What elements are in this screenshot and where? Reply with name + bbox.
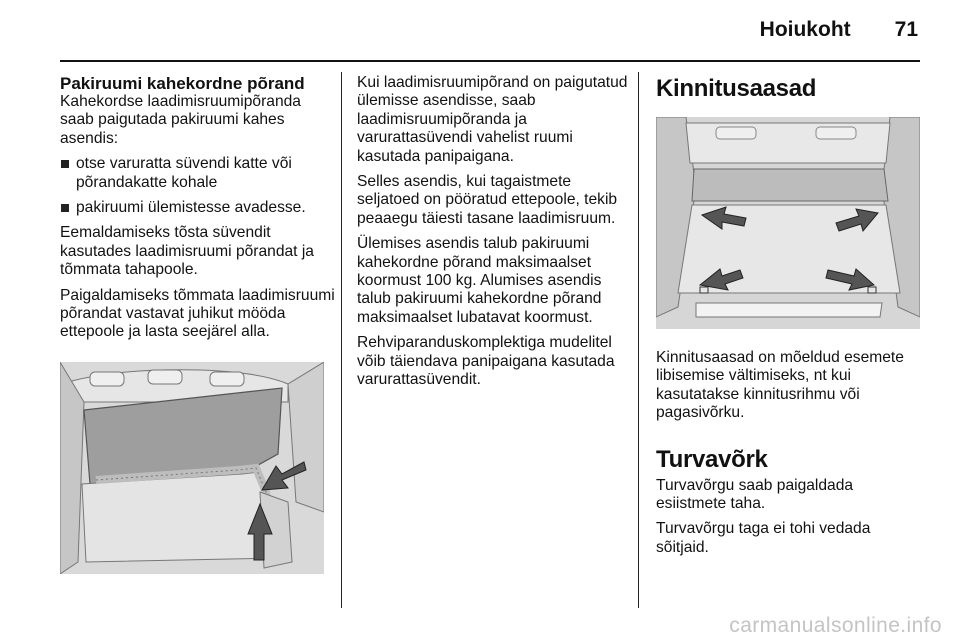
bullet-square-icon <box>61 160 69 168</box>
column-2 <box>357 74 635 397</box>
page-number: 71 <box>894 18 918 41</box>
section-heading-safety-net: Turvavõrk <box>656 445 768 473</box>
installation-paragraph: Paigaldamiseks tõmmata laadimisruumi põrandat vastavat juhikut mööda ettepoole ja lasta seejärel alla. <box>60 286 335 341</box>
list-item <box>60 155 335 192</box>
list-item-text: otse varuratta süvendi katte või põrandakatte kohale <box>76 155 292 191</box>
safety-net-paragraph-2: Turvavõrgu taga ei tohi vedada sõitjaid. <box>656 520 871 556</box>
section-heading-lashing-eyes: Kinnitusaasad <box>656 75 817 102</box>
column-3 <box>656 74 926 564</box>
paragraph: Kui laadimisruumipõrand on paigutatud ülemisse asendisse, saab laadimisruumipõranda ja varurattasüvendi vahelist ruumi kasutada panipaigana. <box>357 74 628 165</box>
safety-net-paragraph-1: Turvavõrgu saab paigaldada esiistmete taha. <box>656 476 854 513</box>
list-item <box>60 199 335 217</box>
trunk-floor-illustration <box>60 362 324 574</box>
page-header <box>760 18 918 42</box>
bullet-list <box>60 155 335 217</box>
lashing-eyes-paragraph: Kinnitusaasad on mõeldud esemete libisemise vältimiseks, nt kui kasutatakse kinnitusrihmu või pagasivõrku. <box>656 349 904 422</box>
column-divider-2 <box>638 72 639 608</box>
intro-text: Kahekordse laadimisruumipõranda saab paigutada pakiruumi kahes asendis: <box>60 93 301 147</box>
section-heading-double-floor: Pakiruumi kahekordne põrand <box>60 74 305 93</box>
removal-paragraph: Eemaldamiseks tõsta süvendit kasutades laadimisruumi põrandat ja tõmmata tahapoole. <box>60 224 314 279</box>
bullet-square-icon <box>61 204 69 212</box>
header-title: Hoiukoht <box>759 18 851 41</box>
column-divider-1 <box>341 72 342 608</box>
lashing-eyes-illustration <box>656 117 920 329</box>
paragraph: Rehviparanduskomplektiga mudelitel võib täiendava panipaigana kasutada varurattasüvendit. <box>357 334 615 389</box>
watermark: carmanualsonline.info <box>729 614 942 637</box>
list-item-text: pakiruumi ülemistesse avadesse. <box>76 199 306 217</box>
column-1 <box>60 74 335 349</box>
paragraph: Selles asendis, kui tagaistmete seljatoed on pööratud ettepoole, tekib peaaegu täiesti tasane laadimisruum. <box>357 173 618 227</box>
paragraph: Ülemises asendis talub pakiruumi kahekordne põrand maksimaalset koormust 100 kg. Alumises asendis talub pakiruumi kahekordne põrand maksimaalset lubatavat koormust. <box>357 235 602 326</box>
header-rule <box>60 60 920 62</box>
